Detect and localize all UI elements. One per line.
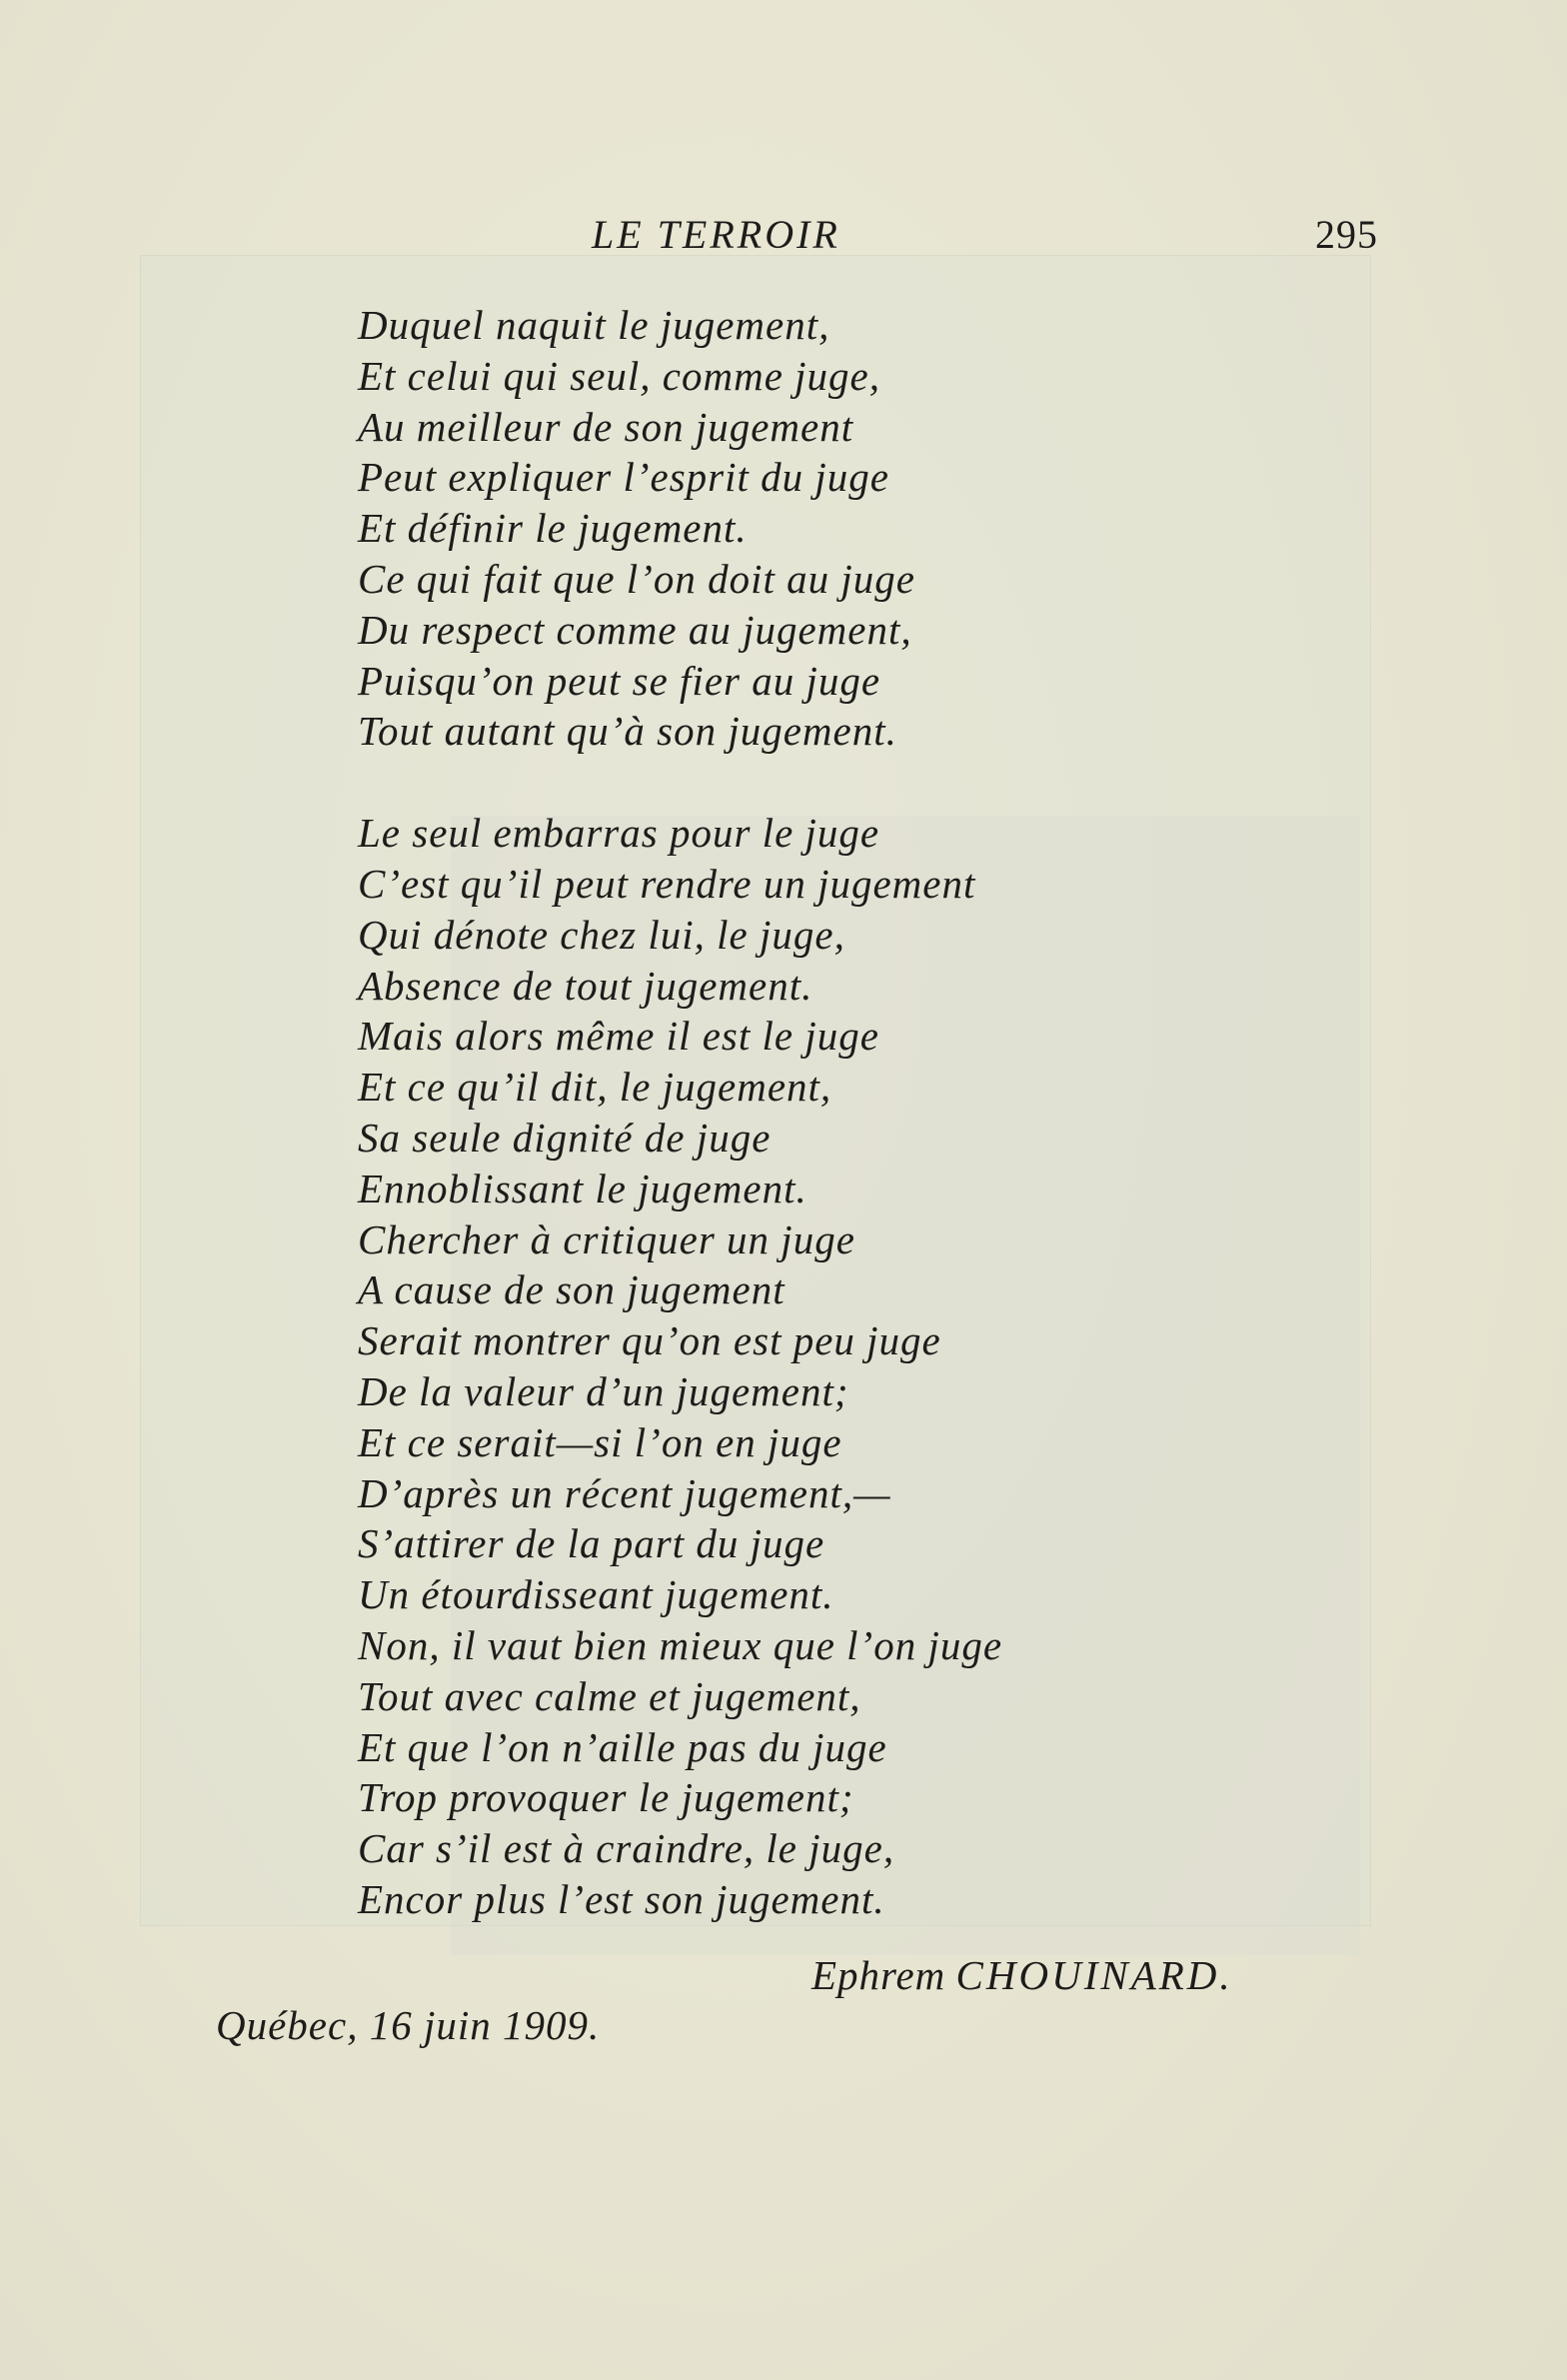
poem-line: Au meilleur de son jugement bbox=[358, 403, 854, 450]
poem-line: C’est qu’il peut rendre un jugement bbox=[358, 860, 976, 907]
author-last-name: CHOUINARD. bbox=[955, 1952, 1233, 1998]
page-header bbox=[0, 210, 1567, 260]
poem-line: Tout autant qu’à son jugement. bbox=[358, 708, 897, 755]
poem-line: Sa seule dignité de juge bbox=[358, 1114, 772, 1161]
poem-line: Duquel naquit le jugement, bbox=[358, 302, 830, 348]
poem-line: Car s’il est à craindre, le juge, bbox=[358, 1825, 895, 1872]
poem-line: Peut expliquer l’esprit du juge bbox=[358, 454, 889, 501]
poem-line: Tout avec calme et jugement, bbox=[358, 1672, 861, 1719]
poem-line: Et celui qui seul, comme juge, bbox=[358, 352, 881, 399]
poem-line: Absence de tout jugement. bbox=[358, 962, 813, 1009]
author-signature bbox=[811, 1949, 1233, 2001]
poem-line: Non, il vaut bien mieux que l’on juge bbox=[358, 1621, 1003, 1668]
running-title: LE TERROIR bbox=[592, 212, 840, 257]
poem-line: Trop provoquer le jugement; bbox=[358, 1774, 854, 1821]
stanza-2 bbox=[358, 808, 1217, 1925]
poem bbox=[358, 300, 1217, 1925]
poem-line: A cause de son jugement bbox=[358, 1266, 785, 1313]
poem-line: Encor plus l’est son jugement. bbox=[358, 1875, 885, 1922]
poem-line: Et définir le jugement. bbox=[358, 505, 748, 552]
poem-line: Du respect comme au jugement, bbox=[358, 606, 912, 653]
poem-line: Mais alors même il est le juge bbox=[358, 1013, 879, 1060]
poem-line: Et ce serait—si l’on en juge bbox=[358, 1418, 842, 1465]
poem-line: Puisqu’on peut se fier au juge bbox=[358, 657, 881, 704]
poem-line: Qui dénote chez lui, le juge, bbox=[358, 911, 845, 958]
stanza-1 bbox=[358, 300, 1217, 757]
poem-line: Chercher à critiquer un juge bbox=[358, 1215, 855, 1262]
dateline: Québec, 16 juin 1909. bbox=[216, 2002, 601, 2048]
poem-line: Ce qui fait que l’on doit au juge bbox=[358, 555, 915, 602]
poem-line: Et ce qu’il dit, le jugement, bbox=[358, 1064, 832, 1111]
poem-line: Le seul embarras pour le juge bbox=[358, 810, 880, 857]
poem-line: Serait montrer qu’on est peu juge bbox=[358, 1317, 941, 1364]
author-first-name: Ephrem bbox=[811, 1952, 946, 1998]
poem-line: Un étourdisseant jugement. bbox=[358, 1571, 834, 1618]
poem-line: De la valeur d’un jugement; bbox=[358, 1367, 849, 1414]
poem-line: S’attirer de la part du juge bbox=[358, 1520, 825, 1567]
poem-line: D’après un récent jugement,— bbox=[358, 1469, 891, 1516]
poem-line: Et que l’on n’aille pas du juge bbox=[358, 1723, 887, 1770]
page-number: 295 bbox=[1315, 212, 1378, 257]
poem-line: Ennoblissant le jugement. bbox=[358, 1165, 807, 1211]
